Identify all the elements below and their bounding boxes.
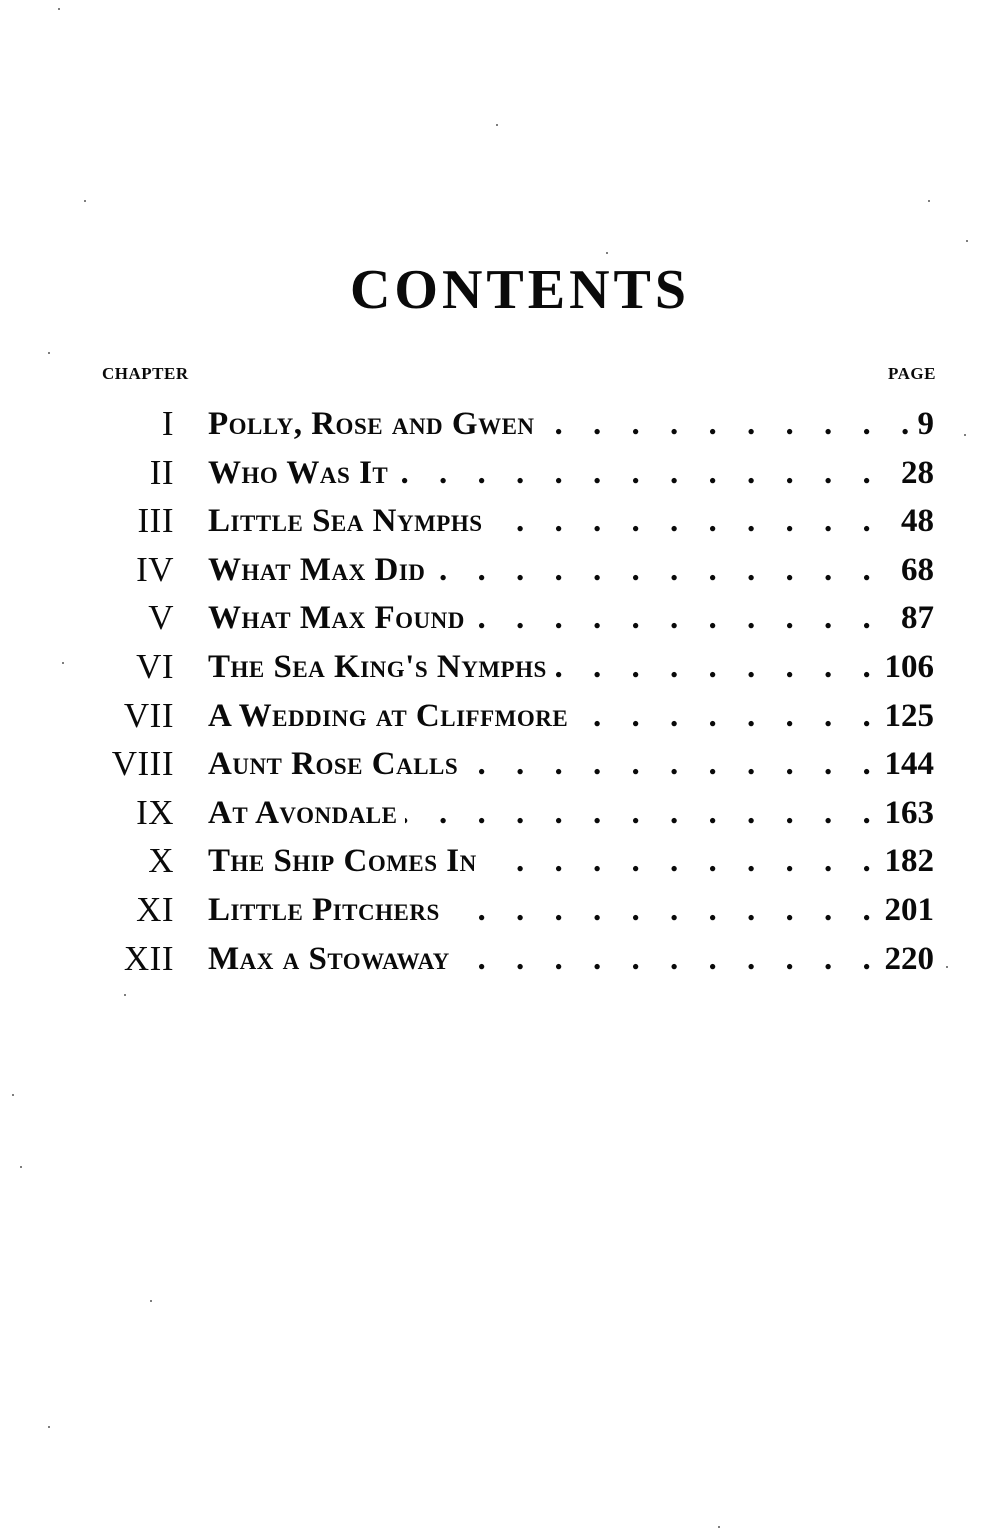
toc-entry: [0, 837, 1000, 886]
chapter-number: II: [149, 452, 174, 492]
chapter-number: IV: [136, 549, 174, 589]
page-number: 163: [879, 789, 935, 838]
chapter-number: X: [148, 841, 174, 881]
page-number: 68: [895, 546, 934, 595]
page-number: 220: [879, 935, 935, 984]
toc-entry: [0, 643, 1000, 692]
toc-entry: [0, 740, 1000, 789]
page-column-header: PAGE: [888, 364, 936, 383]
page-number: 144: [879, 740, 935, 789]
scan-speck: [946, 966, 948, 968]
chapter-title: Max a Stowaway: [208, 935, 458, 984]
scan-speck: [62, 662, 64, 664]
chapter-title: Polly, Rose and Gwen: [208, 400, 543, 449]
toc-entry: [0, 935, 1000, 984]
page-number: 106: [879, 643, 935, 692]
page-number: 87: [895, 594, 934, 643]
chapter-number: I: [161, 404, 174, 443]
scan-speck: [58, 8, 60, 10]
toc-entry: [0, 497, 1000, 546]
chapter-title: What Max Did: [208, 546, 433, 595]
scan-speck: [966, 240, 968, 242]
scan-speck: [928, 200, 930, 202]
toc-entry: [0, 400, 1000, 449]
chapter-number: VI: [136, 646, 174, 686]
chapter-number: III: [137, 501, 174, 541]
toc-entry: [0, 886, 1000, 935]
scan-speck: [964, 434, 966, 436]
chapter-number: VIII: [111, 744, 174, 784]
page-number: 125: [879, 692, 935, 741]
scan-speck: [718, 1526, 720, 1528]
page-number: 201: [879, 886, 935, 935]
chapter-title: The Sea King's Nymphs: [208, 643, 555, 692]
toc-entry: [0, 594, 1000, 643]
page-number: 28: [895, 449, 934, 498]
toc-entry: [0, 692, 1000, 741]
scan-speck: [48, 1426, 50, 1428]
toc-entry: [0, 789, 1000, 838]
page-title: CONTENTS: [349, 259, 691, 321]
table-of-contents: [0, 400, 1000, 983]
scan-speck: [84, 200, 86, 202]
page-number: 48: [895, 497, 934, 546]
chapter-number: XII: [123, 938, 174, 978]
chapter-number: IX: [136, 792, 174, 832]
toc-entry: [0, 546, 1000, 595]
chapter-title: A Wedding at Cliffmore: [208, 692, 576, 741]
scan-speck: [48, 352, 50, 354]
toc-entry: [0, 449, 1000, 498]
scan-speck: [12, 1094, 14, 1096]
scan-speck: [606, 252, 608, 254]
chapter-title: Little Pitchers: [208, 886, 448, 935]
chapter-column-header: CHAPTER: [102, 364, 189, 383]
scan-speck: [124, 994, 126, 996]
scan-speck: [150, 1300, 152, 1302]
chapter-title: The Ship Comes In: [208, 837, 485, 886]
chapter-title: At Avondale: [208, 789, 405, 838]
chapter-number: V: [148, 598, 174, 638]
chapter-number: XI: [136, 889, 174, 929]
scan-speck: [496, 124, 498, 126]
scan-speck: [20, 1166, 22, 1168]
chapter-title: Who Was It: [208, 449, 396, 498]
page-number: 182: [879, 837, 935, 886]
page-number: 9: [912, 400, 935, 449]
chapter-title: Aunt Rose Calls: [208, 740, 466, 789]
chapter-title: What Max Found: [208, 594, 473, 643]
chapter-number: VII: [123, 695, 174, 735]
chapter-title: Little Sea Nymphs: [208, 497, 491, 546]
